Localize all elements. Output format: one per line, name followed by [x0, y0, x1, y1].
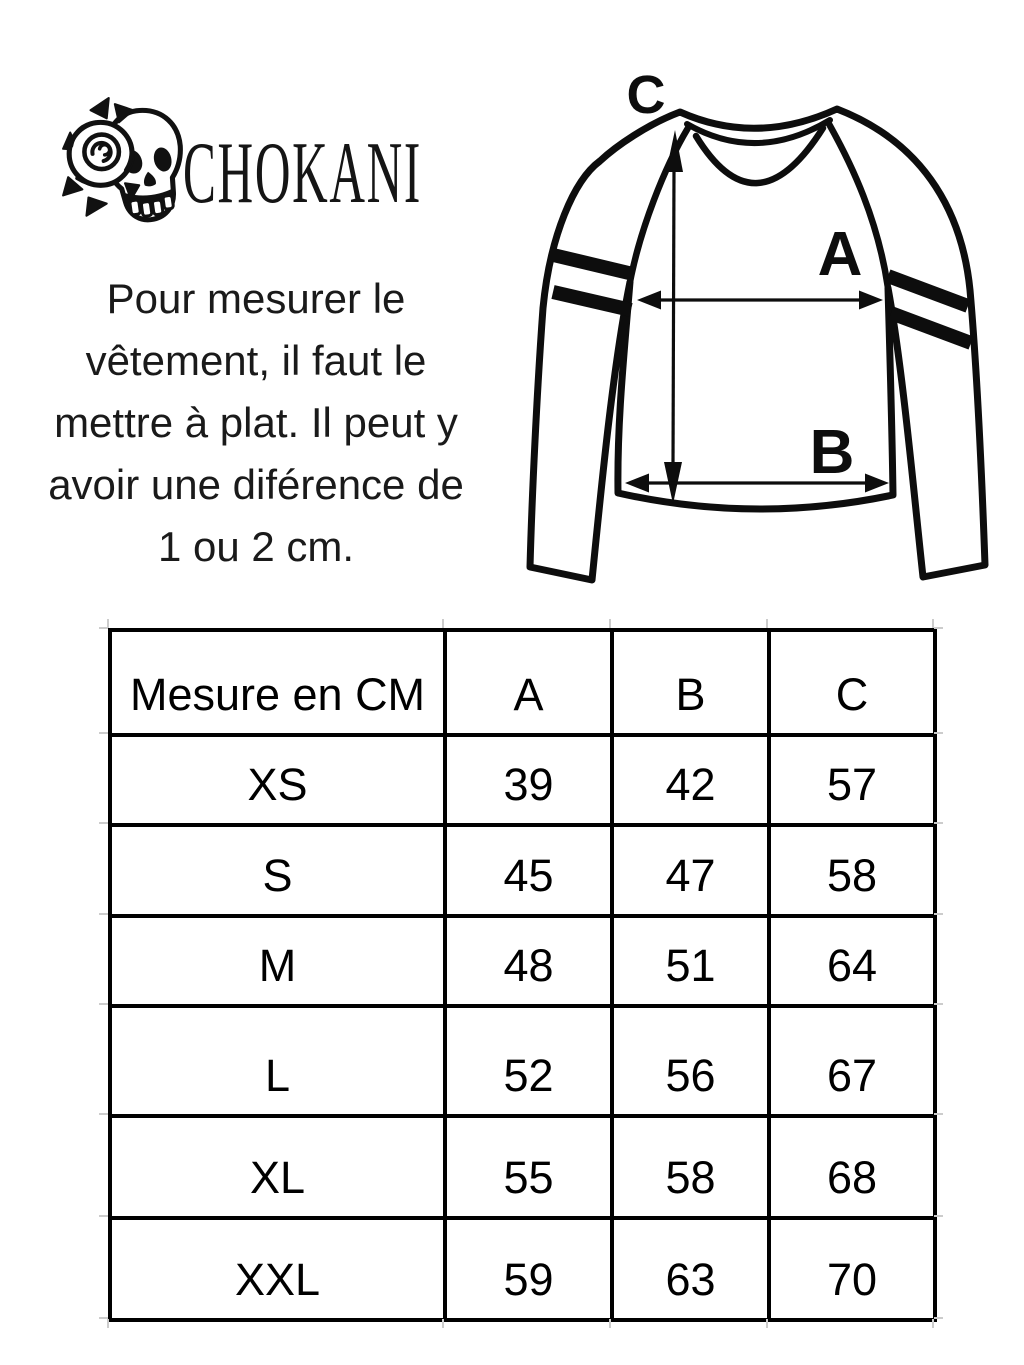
table-row-xxl [110, 1218, 935, 1320]
size-label: XS [110, 735, 445, 825]
value-b: 56 [612, 1006, 769, 1116]
diagram-label-b: B [809, 418, 855, 487]
value-c: 67 [769, 1006, 935, 1116]
value-a: 48 [445, 916, 612, 1006]
table-row-xl [110, 1116, 935, 1218]
diagram-label-c: C [626, 65, 666, 125]
header-cell-measure: Mesure en CM [110, 630, 445, 735]
gridline-stub [766, 1319, 768, 1328]
value-c: 68 [769, 1116, 935, 1218]
table-row-m [110, 916, 935, 1006]
size-label: S [110, 825, 445, 916]
value-b: 47 [612, 825, 769, 916]
gridline-stub [99, 627, 108, 629]
instruction-line: avoir une diférence de [48, 461, 464, 508]
gridline-stub [99, 732, 108, 734]
gridline-stub [934, 1113, 943, 1115]
diagram-label-a: A [817, 220, 863, 289]
shirt-outline [530, 109, 985, 580]
gridline-stub [442, 619, 444, 628]
size-label: XL [110, 1116, 445, 1218]
instruction-line: vêtement, il faut le [85, 337, 427, 384]
gridline-stub [934, 913, 943, 915]
value-b: 51 [612, 916, 769, 1006]
value-b: 58 [612, 1116, 769, 1218]
gridline-stub [934, 1215, 943, 1217]
size-label: XXL [110, 1218, 445, 1320]
gridline-stub [442, 1319, 444, 1328]
table-row-l [110, 1006, 935, 1116]
value-c: 70 [769, 1218, 935, 1320]
value-a: 59 [445, 1218, 612, 1320]
skull-rose-logo-icon [62, 96, 188, 232]
size-table-wrap [108, 628, 933, 1318]
brand-name: CHOKANI [183, 125, 422, 222]
value-a: 55 [445, 1116, 612, 1218]
gridline-stub [932, 1319, 934, 1328]
header-cell-a: A [445, 630, 612, 735]
gridline-stub [934, 732, 943, 734]
instruction-line: Pour mesurer le [106, 275, 406, 322]
size-table [108, 628, 937, 1322]
instruction-line: mettre à plat. Il peut y [54, 399, 458, 446]
gridline-stub [934, 1003, 943, 1005]
gridline-stub [766, 619, 768, 628]
header-cell-b: B [612, 630, 769, 735]
gridline-stub [99, 1003, 108, 1005]
gridline-stub [934, 822, 943, 824]
gridline-stub [99, 822, 108, 824]
gridline-stub [99, 1215, 108, 1217]
gridline-stub [934, 1317, 943, 1319]
measuring-instructions [2, 268, 510, 578]
gridline-stub [99, 1113, 108, 1115]
instruction-line: 1 ou 2 cm. [157, 523, 355, 570]
table-row-xs [110, 735, 935, 825]
gridline-stub [107, 1319, 109, 1328]
value-b: 63 [612, 1218, 769, 1320]
gridline-stub [609, 1319, 611, 1328]
gridline-stub [609, 619, 611, 628]
value-a: 39 [445, 735, 612, 825]
value-b: 42 [612, 735, 769, 825]
gridline-stub [934, 627, 943, 629]
value-c: 58 [769, 825, 935, 916]
value-a: 45 [445, 825, 612, 916]
value-c: 57 [769, 735, 935, 825]
shirt-measurement-diagram [500, 60, 1024, 620]
size-label: L [110, 1006, 445, 1116]
table-row-s [110, 825, 935, 916]
gridline-stub [99, 913, 108, 915]
gridline-stub [99, 1317, 108, 1319]
value-c: 64 [769, 916, 935, 1006]
table-header-row [110, 630, 935, 735]
header-cell-c: C [769, 630, 935, 735]
value-a: 52 [445, 1006, 612, 1116]
size-label: M [110, 916, 445, 1006]
